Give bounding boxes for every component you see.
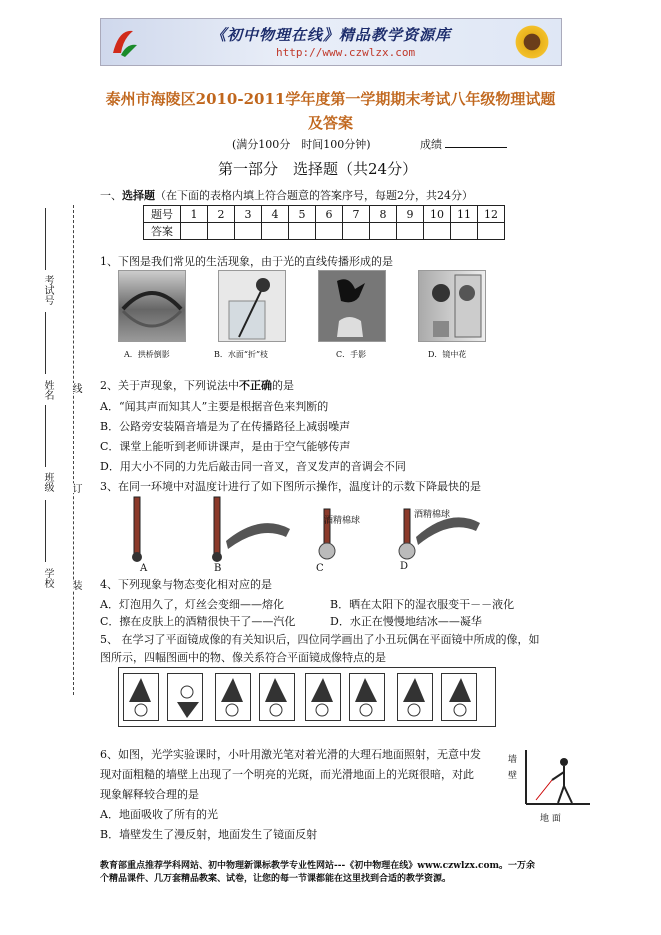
table-row [144,223,505,240]
table-row-label: 题号 [144,206,181,223]
answer-cell[interactable] [343,223,370,240]
q2-option-a: A．“闻其声而知其人”主要是根据音色来判断的 [100,400,329,413]
thermometer-figure [110,493,500,573]
q3-label-c: C [316,563,324,574]
bridge-reflection-image [118,270,186,342]
q3-label-b: B [214,563,222,574]
table-cell: 1 [181,206,208,223]
table-cell: 6 [316,206,343,223]
q4-option-b: B．晒在太阳下的湿衣服变干－－液化 [330,598,515,611]
table-cell: 5 [289,206,316,223]
q3-ball-label-d: 酒精棉球 [414,510,451,520]
table-cell: 12 [478,206,505,223]
q6-stem-line1: 6、如图，光学实验课时，小叶用激光笔对着光滑的大理石地面照射，无意中发 [100,748,481,761]
answer-cell[interactable] [208,223,235,240]
score-label: 成绩 [420,136,507,152]
table-cell: 10 [424,206,451,223]
footer-line1: 教育部重点推荐学科网站、初中物理新课标教学专业性网站---《初中物理在线》www.czwlzx.com。一万余 [100,861,536,871]
answer-cell[interactable] [451,223,478,240]
site-logo-icon [109,25,139,59]
exam-meta: (满分100分 时间100分钟) [232,138,371,151]
q4-stem: 4、下列现象与物态变化相对应的是 [100,578,272,591]
answer-cell[interactable] [289,223,316,240]
q6-option-b: B．墙壁发生了漫反射，地面发生了镜面反射 [100,828,318,841]
binding-line [73,205,74,695]
table-row-label: 答案 [144,223,181,240]
sunflower-icon [513,23,551,61]
table-cell: 3 [235,206,262,223]
fill-line [45,500,46,562]
site-banner [100,18,562,66]
footer-line2: 个精品课件、几万套精品教案、试卷，让您的每一节课都能在这里找到合适的教学资源。 [100,874,452,884]
page-title-line2: 及答案 [307,114,353,132]
table-row [144,206,505,223]
q3-label-a: A [140,563,148,574]
side-label-banji: 班级 [42,472,53,492]
table-cell: 2 [208,206,235,223]
q1-stem: 1、下图是我们常见的生活现象，由于光的直线传播形成的是 [100,255,393,268]
table-cell: 7 [343,206,370,223]
table-cell: 11 [451,206,478,223]
side-label-xuexiao: 学校 [42,568,53,588]
answer-cell[interactable] [262,223,289,240]
part1-instruction: 一、选择题（在下面的表格内填上符合题意的答案序号，每题2分，共24分） [100,189,473,202]
banner-title: 《初中物理在线》精品教学资源库 [211,26,452,44]
side-label-kaoshihao: 考试号 [42,275,53,305]
table-cell: 4 [262,206,289,223]
side-mark-xian: 线 [70,383,81,393]
q4-option-c: C．擦在皮肤上的酒精很快干了——汽化 [100,615,296,628]
q3-stem: 3、在同一环境中对温度计进行了如下图所示操作，温度计的示数下降最快的是 [100,480,481,493]
hand-shadow-image [318,270,386,342]
q5-stem-line2: 图所示，四幅图画中的物、像关系符合平面镜成像特点的是 [100,651,386,664]
q1-caption-c: C．手影 [336,350,367,359]
q5-stem-line1: 5、 在学习了平面镜成像的有关知识后，四位同学画出了小丑玩偶在平面镜中所成的像，如 [100,633,540,646]
q4-option-d: D．水正在慢慢地结冰——凝华 [330,615,482,628]
answer-table [143,205,505,240]
wall-label: 墙壁 [508,755,518,781]
q2-option-d: D．用大小不同的力先后敲击同一音叉，音叉发声的音调会不同 [100,460,406,473]
laser-wall-figure [522,748,592,808]
q3-label-d: D [400,561,409,572]
answer-cell[interactable] [181,223,208,240]
side-mark-ding: 订 [70,483,81,493]
fill-line [45,405,46,467]
q6-stem-line2: 现对面粗糙的墙壁上出现了一个明亮的光斑，而光滑地面上的光斑很暗，对此 [100,768,474,781]
ground-label: 地 面 [540,814,561,824]
answer-cell[interactable] [478,223,505,240]
q2-stem: 2、关于声现象，下列说法中不正确的是 [100,379,294,392]
part1-heading: 第一部分 选择题（共24分） [218,160,418,178]
q2-option-b: B．公路旁安装隔音墙是为了在传播路径上减弱噪声 [100,420,351,433]
mirror-flower-image [418,270,486,342]
fill-line [45,208,46,270]
q6-option-a: A．地面吸收了所有的光 [100,808,218,821]
fill-line [45,312,46,374]
clown-figure-strip [118,667,496,727]
answer-cell[interactable] [424,223,451,240]
q6-stem-line3: 现象解释较合理的是 [100,788,199,801]
q1-caption-d: D．镜中花 [428,350,467,359]
side-label-xingming: 姓名 [42,380,53,400]
side-mark-zhuang: 装 [70,580,81,590]
water-branch-image [218,270,286,342]
answer-cell[interactable] [370,223,397,240]
table-cell: 9 [397,206,424,223]
answer-cell[interactable] [397,223,424,240]
q3-ball-label-c: 酒精棉球 [324,516,361,526]
table-cell: 8 [370,206,397,223]
page-title: 泰州市海陵区2010-2011学年度第一学期期末考试八年级物理试题 [105,90,556,108]
answer-cell[interactable] [316,223,343,240]
banner-url[interactable]: http://www.czwlzx.com [276,46,416,59]
q1-caption-a: A．拱桥倒影 [124,350,170,359]
answer-cell[interactable] [235,223,262,240]
q2-option-c: C．课堂上能听到老师讲课声，是由于空气能够传声 [100,440,351,453]
q1-caption-b: B．水面“折”枝 [214,350,269,359]
q4-option-a: A．灯泡用久了，灯丝会变细——熔化 [100,598,284,611]
page-footer [100,860,570,886]
